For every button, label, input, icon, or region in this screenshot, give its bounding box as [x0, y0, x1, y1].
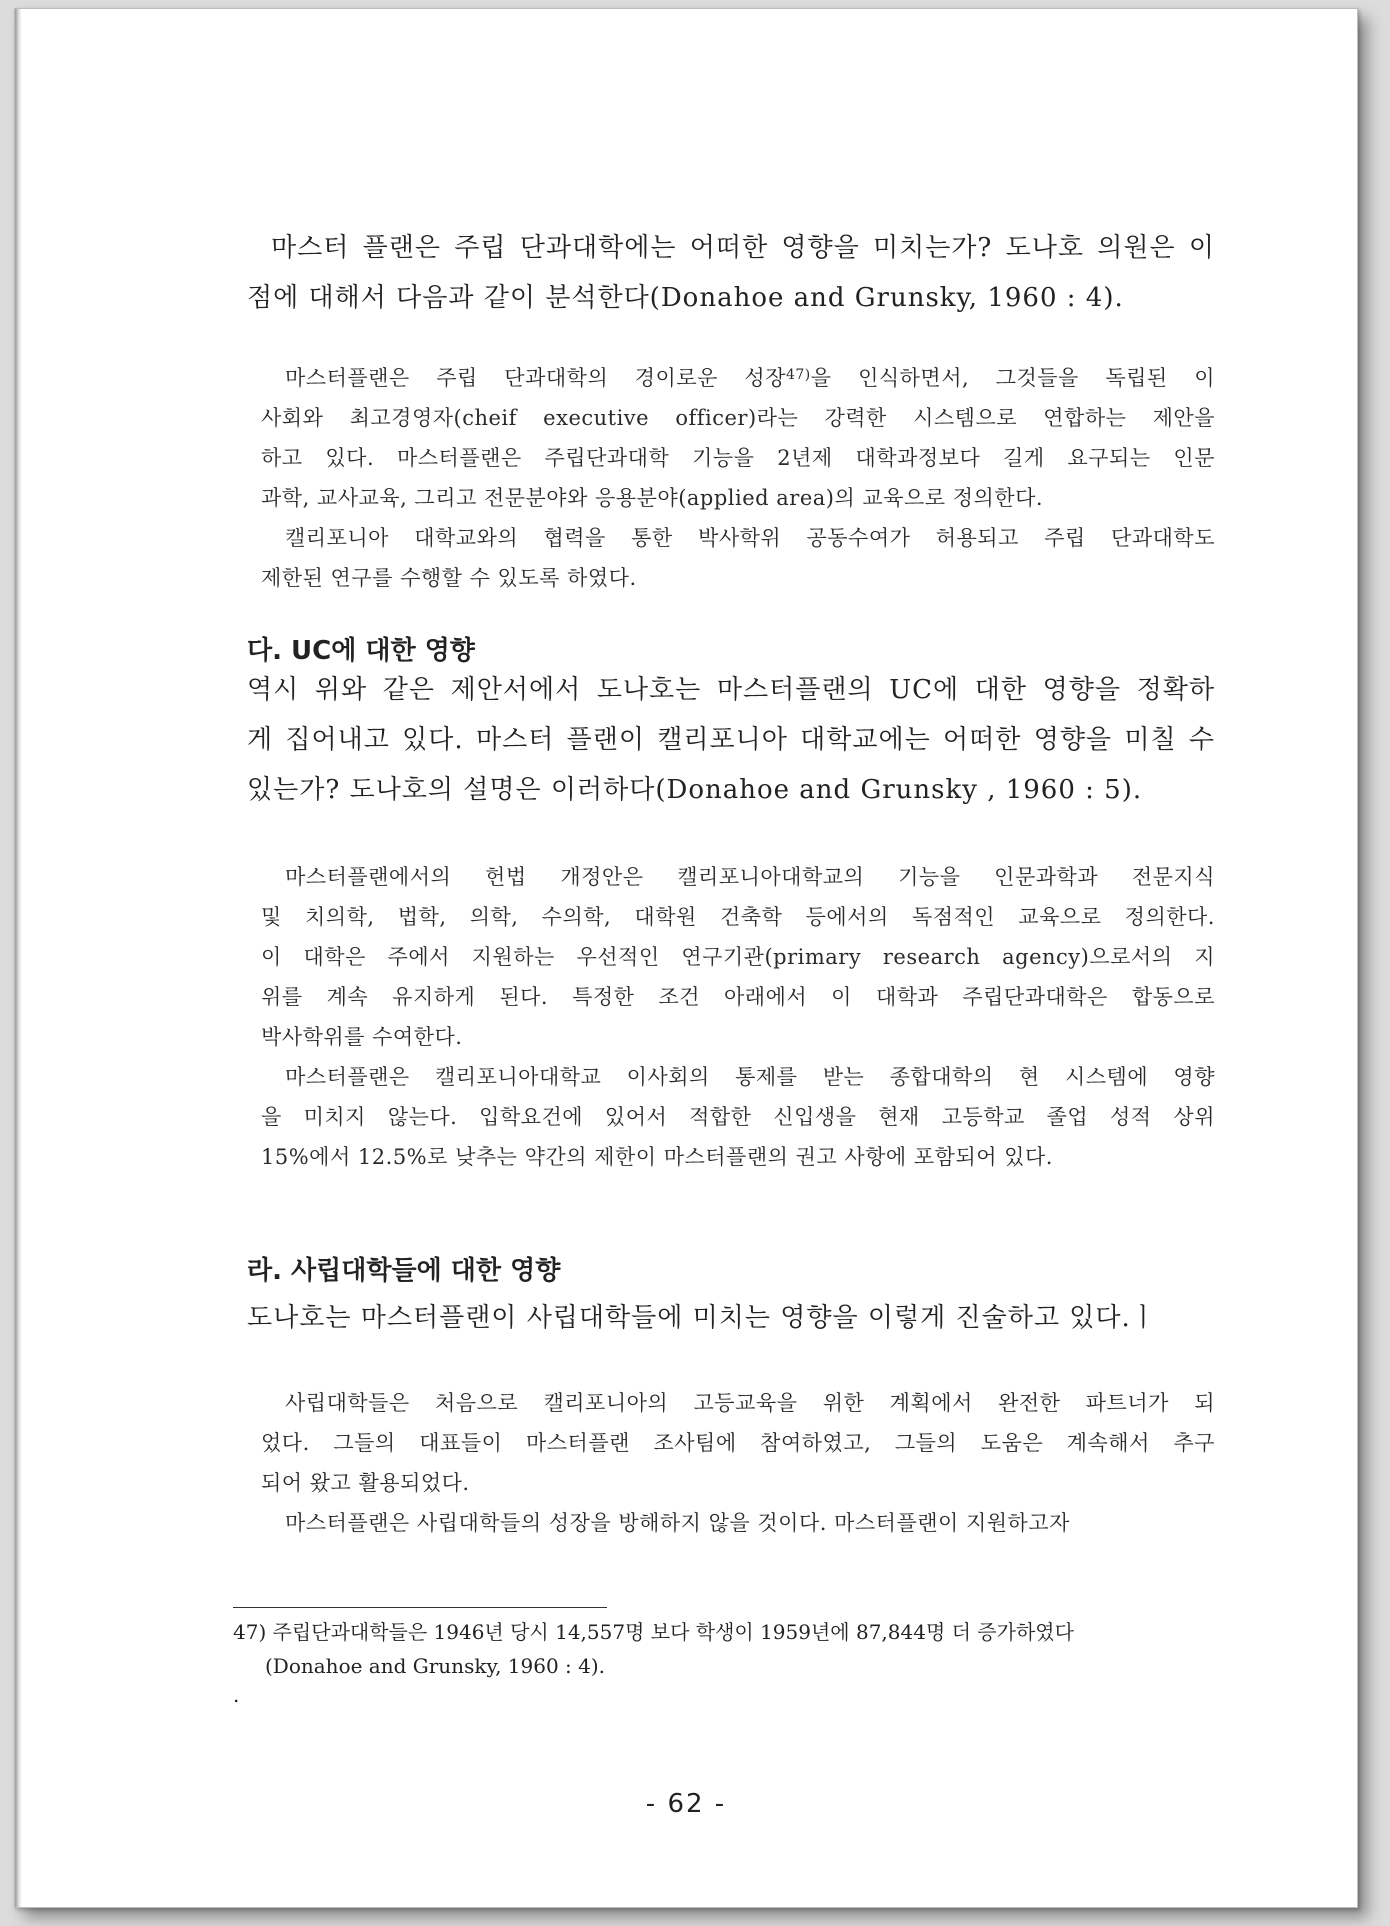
- text-line: 사회와 최고경영자(cheif executive officer)라는 강력한 시스템으로 연합하는 제안을: [261, 406, 1215, 430]
- text-line: 도나호는 마스터플랜이 사립대학들에 미치는 영향을 이렇게 진술하고 있다.ㅣ: [247, 1303, 1157, 1333]
- footnote-divider: [233, 1607, 607, 1608]
- text-line: 위를 계속 유지하게 된다. 특정한 조건 아래에서 이 대학과 주립단과대학은 합동으로: [261, 985, 1215, 1009]
- block-quote-uc: [261, 857, 1215, 1177]
- text-line: 있는가? 도나호의 설명은 이러하다(Donahoe and Grunsky , 1960 : 5).: [247, 775, 1143, 805]
- section-heading-private-universities: 라. 사립대학들에 대한 영향: [247, 1256, 561, 1286]
- text-line: 캘리포니아 대학교와의 협력을 통한 박사학위 공동수여가 허용되고 주립 단과대학도: [285, 526, 1215, 550]
- text-line: 사립대학들은 처음으로 캘리포니아의 고등교육을 위한 계획에서 완전한 파트너가 되: [285, 1391, 1215, 1415]
- block-quote-private-universities: [261, 1383, 1215, 1543]
- document-page: [14, 8, 1358, 1908]
- paragraph-private-universities: [247, 1293, 1215, 1343]
- section-heading-uc: 다. UC에 대한 영향: [247, 636, 475, 666]
- text-line: 을 미치지 않는다. 입학요건에 있어서 적합한 신입생을 현재 고등학교 졸업 성적 상위: [261, 1105, 1215, 1129]
- block-quote-state-colleges: [261, 355, 1215, 598]
- text-line: 제한된 연구를 수행할 수 있도록 하였다.: [261, 566, 637, 590]
- text-line: 및 치의학, 법학, 의학, 수의학, 대학원 건축학 등에서의 독점적인 교육으로 정의한다.: [261, 905, 1215, 929]
- text-line: 었다. 그들의 대표들이 마스터플랜 조사팀에 참여하였고, 그들의 도움은 계속해서 추구: [261, 1431, 1215, 1455]
- paragraph-intro-state-colleges: [247, 223, 1215, 323]
- text-line: [261, 355, 1215, 398]
- footnote-line: (Donahoe and Grunsky, 1960 : 4).: [265, 1654, 606, 1678]
- text-line: 마스터플랜은 캘리포니아대학교 이사회의 통제를 받는 종합대학의 현 시스템에 영향: [285, 1065, 1215, 1089]
- page-left-edge: [15, 9, 22, 1907]
- text-line: 박사학위를 수여한다.: [261, 1025, 463, 1049]
- footnote-reference: 47): [785, 367, 811, 383]
- footnote: [233, 1615, 1215, 1683]
- text-line: 15%에서 12.5%로 낮추는 약간의 제한이 마스터플랜의 권고 사항에 포함되어 있다.: [261, 1145, 1053, 1169]
- quote-text: 마스터플랜은 주립 단과대학의 경이로운 성장: [285, 366, 786, 390]
- text-line: 이 대학은 주에서 지원하는 우선적인 연구기관(primary research agency)으로서의 지: [261, 945, 1215, 969]
- text-line: 과학, 교사교육, 그리고 전문분야와 응용분야(applied area)의 교육으로 정의한다.: [261, 486, 1044, 510]
- text-line: 게 집어내고 있다. 마스터 플랜이 캘리포니아 대학교에는 어떠한 영향을 미칠 수: [247, 725, 1215, 755]
- footnote-line: 47) 주립단과대학들은 1946년 당시 14,557명 보다 학생이 1959년에 87,844명 더 증가하였다: [233, 1620, 1074, 1644]
- text-line: 마스터 플랜은 주립 단과대학에는 어떠한 영향을 미치는가? 도나호 의원은 이: [271, 233, 1215, 263]
- stray-mark: .: [233, 1683, 240, 1707]
- text-line: 마스터플랜은 사립대학들의 성장을 방해하지 않을 것이다. 마스터플랜이 지원하고자: [285, 1511, 1070, 1535]
- text-line: 점에 대해서 다음과 같이 분석한다(Donahoe and Grunsky, 1960 : 4).: [247, 283, 1124, 313]
- text-line: 역시 위와 같은 제안서에서 도나호는 마스터플랜의 UC에 대한 영향을 정확하: [247, 675, 1215, 705]
- text-line: 마스터플랜에서의 헌법 개정안은 캘리포니아대학교의 기능을 인문과학과 전문지식: [285, 865, 1215, 889]
- page-number: - 62 -: [645, 1789, 727, 1819]
- quote-text: 을 인식하면서, 그것들을 독립된 이: [810, 366, 1215, 390]
- paragraph-uc-impact: [247, 665, 1215, 815]
- text-line: 하고 있다. 마스터플랜은 주립단과대학 기능을 2년제 대학과정보다 길게 요구되는 인문: [261, 446, 1215, 470]
- text-line: 되어 왔고 활용되었다.: [261, 1471, 470, 1495]
